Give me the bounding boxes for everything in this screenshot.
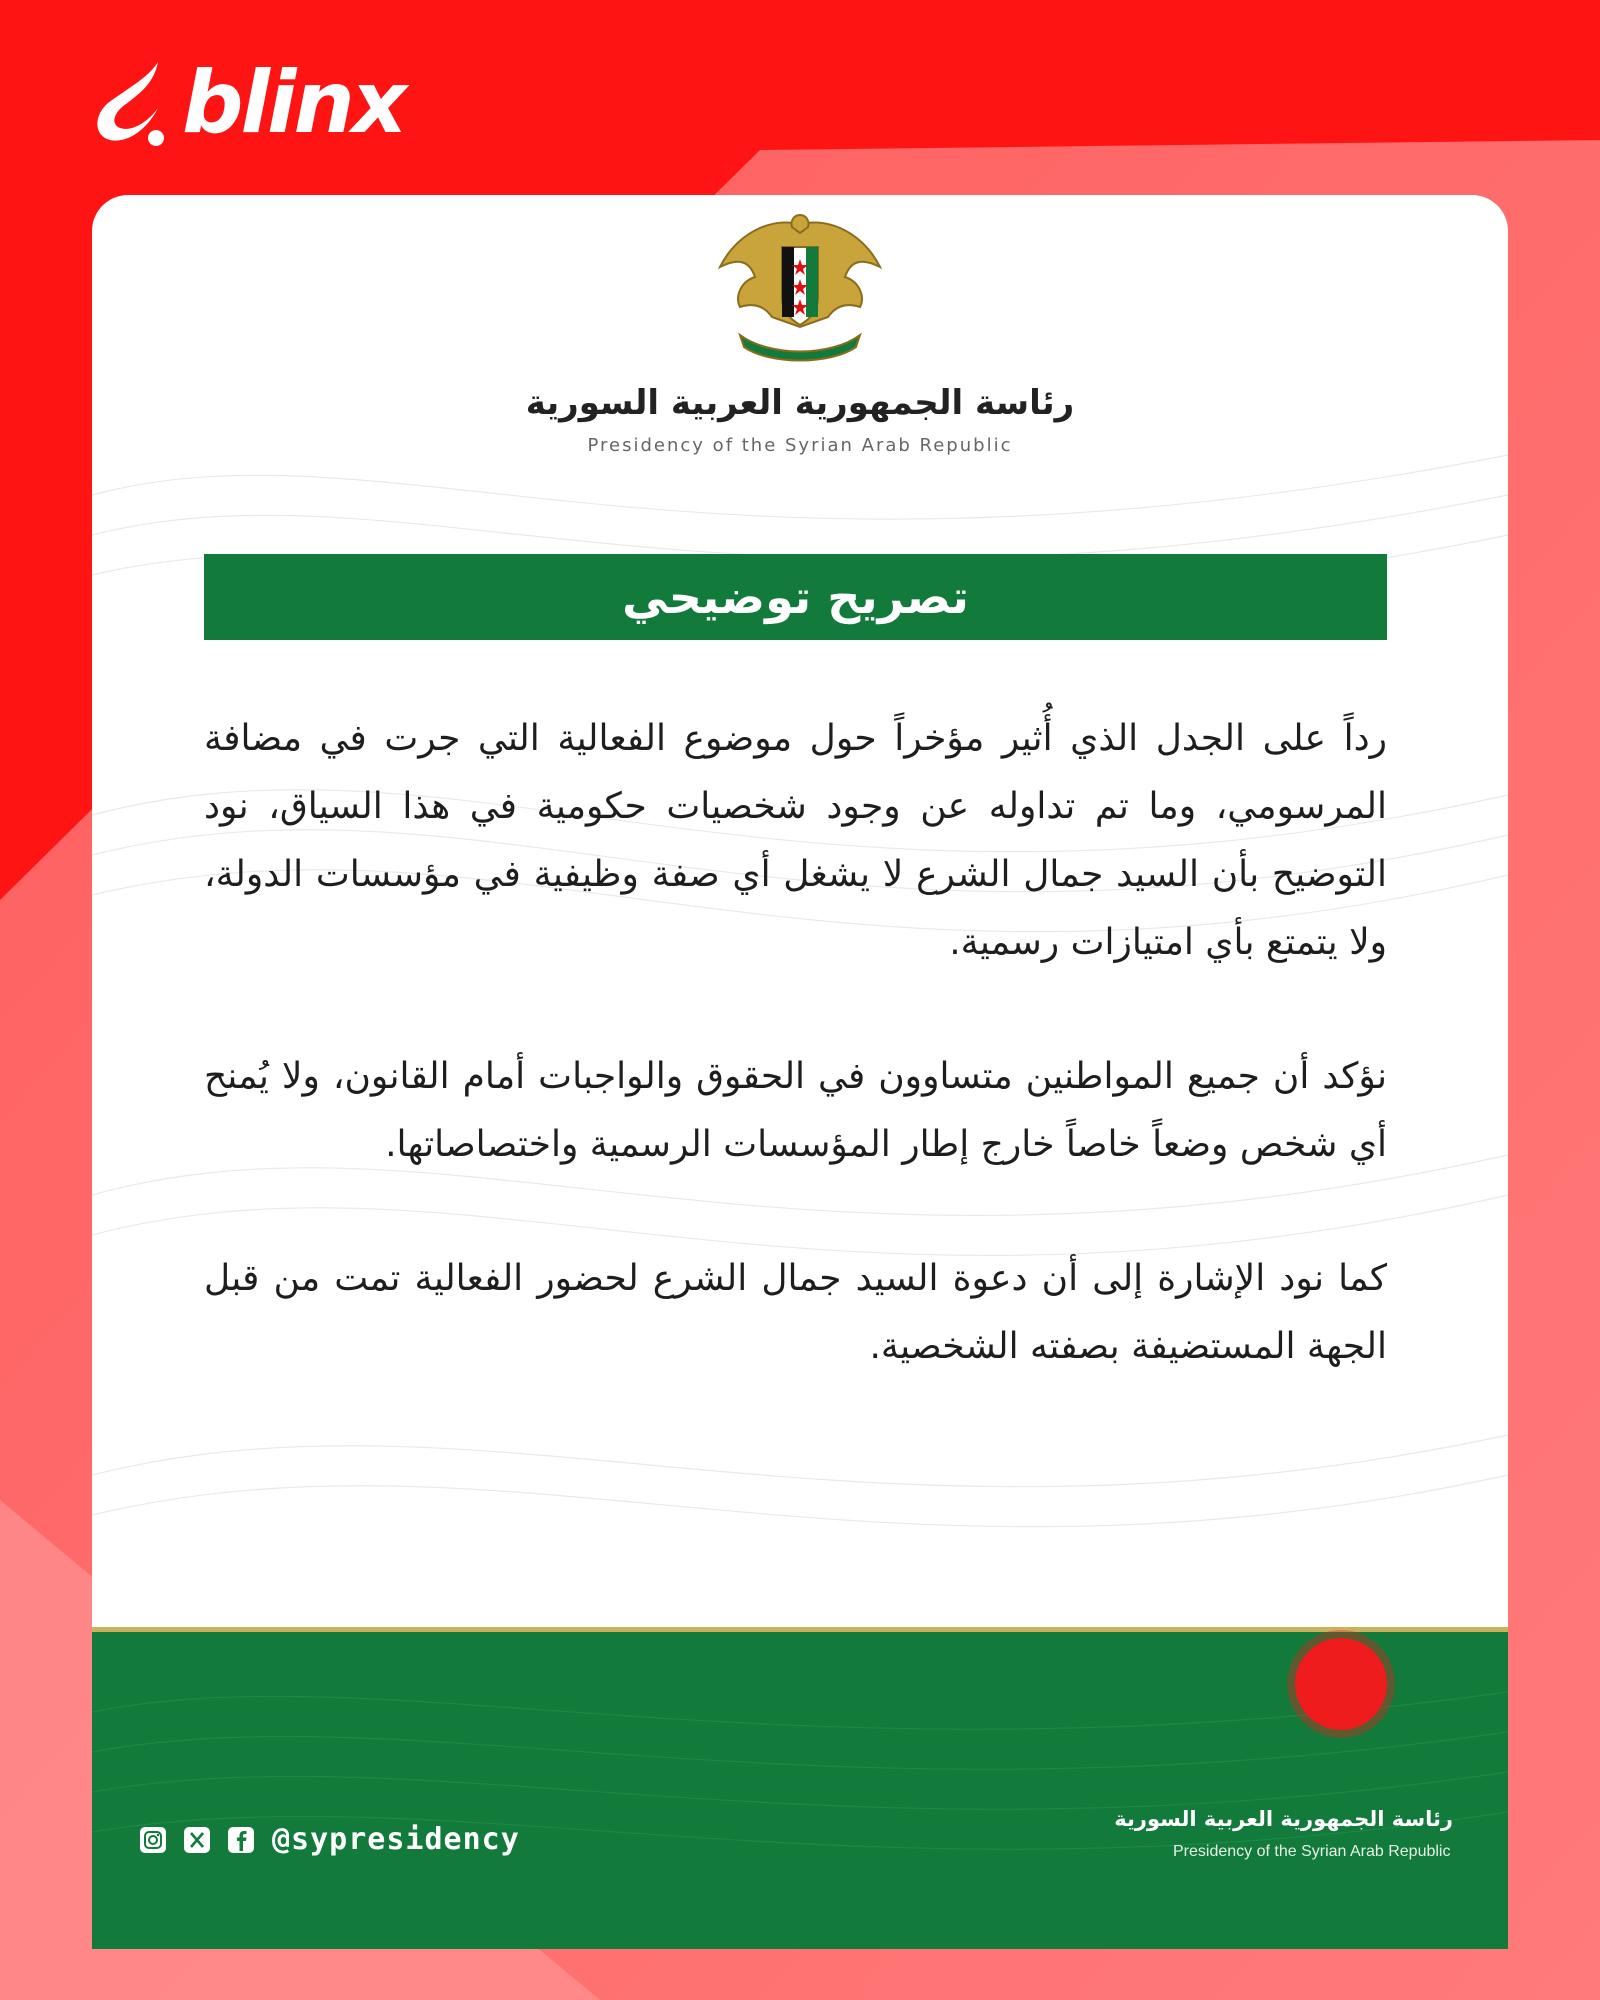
statement-title: تصريح توضيحي xyxy=(204,554,1387,640)
x-icon[interactable] xyxy=(182,1825,212,1855)
blinx-swoosh-icon xyxy=(88,58,174,148)
footer-arabic-title: رئاسة الجمهورية العربية السورية xyxy=(1114,1807,1453,1831)
paragraph-2: نؤكد أن جميع المواطنين متساوون في الحقوق والواجبات أمام القانون، ولا يُمنح أي شخص وضعاً خاصاً خارج إطار المؤسسات الرسمية واختصاصاتها. xyxy=(204,1056,1387,1165)
header-english-title: Presidency of the Syrian Arab Republic xyxy=(587,435,1013,456)
syrian-eagle-emblem-icon xyxy=(710,207,890,367)
instagram-icon[interactable] xyxy=(138,1825,168,1855)
statement-body xyxy=(204,705,1387,1447)
brand-name: blinx xyxy=(182,53,405,153)
paragraph-1: رداً على الجدل الذي أُثير مؤخراً حول موضوع الفعالية التي جرت في مضافة المرسومي، وما تم تداوله عن وجود شخصيات حكومية في هذا السياق، نود التوضيح بأن السيد جمال الشرع لا يشغل أي صفة وظيفية في مؤسسات الدولة، ولا يتمتع بأي امتيازات رسمية. xyxy=(204,718,1387,963)
social-handle[interactable]: @sypresidency xyxy=(272,1822,520,1857)
footer-english-title: Presidency of the Syrian Arab Republic xyxy=(1173,1843,1451,1860)
facebook-icon[interactable] xyxy=(226,1825,256,1855)
blinx-logo xyxy=(88,53,405,153)
social-links xyxy=(138,1822,520,1857)
header-arabic-title: رئاسة الجمهورية العربية السورية xyxy=(525,383,1075,423)
record-dot-icon xyxy=(1295,1638,1387,1730)
paragraph-3: كما نود الإشارة إلى أن دعوة السيد جمال الشرع لحضور الفعالية تمت من قبل الجهة المستضيفة بصفته الشخصية. xyxy=(204,1258,1387,1367)
